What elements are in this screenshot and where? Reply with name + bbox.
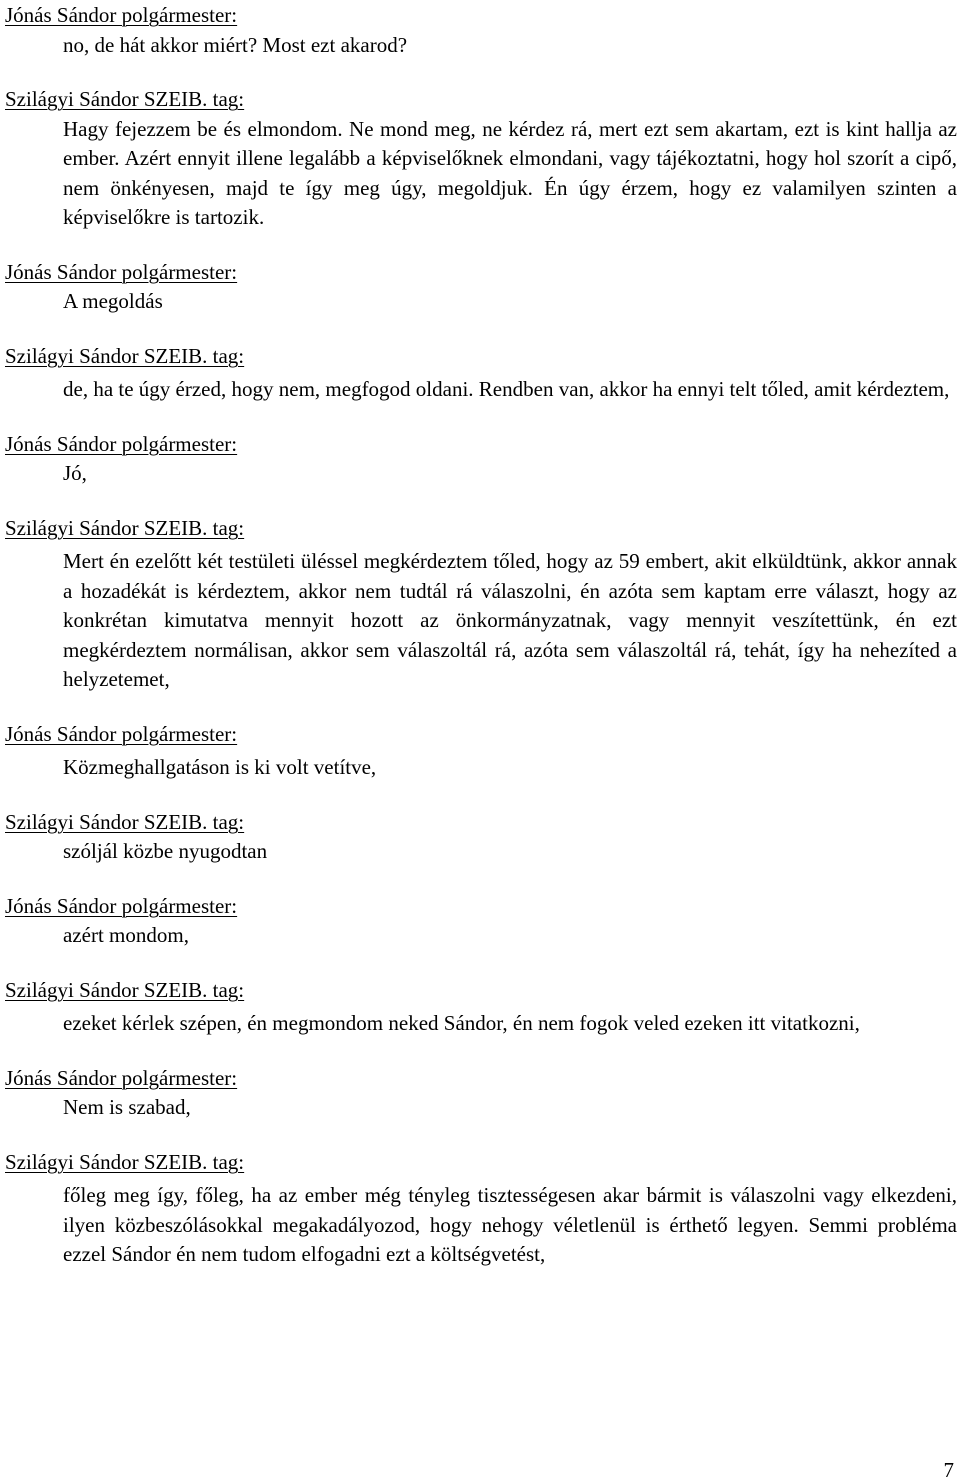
speaker-name: Szilágyi Sándor SZEIB. tag: bbox=[5, 87, 245, 111]
speech-text: Mert én ezelőtt két testületi üléssel megkérdeztem tőled, hogy az 59 embert, akit elküldtünk, akkor annak a hozadékát is kérdeztem, akkor nem tudtál rá válaszolni, én azóta sem kaptam erre választ, hogy az konkrétan kimutatva mennyit hozott az önkormányzatnak, vagy mennyit veszítettünk, én ezt megkérdeztem normálisan, akkor sem válaszoltál rá, azóta sem válaszoltál rá, tehát, így ha nehezíted a helyzetemet, bbox=[63, 549, 957, 691]
speaker-name: Jónás Sándor polgármester: bbox=[5, 431, 238, 456]
speaker-name: Szilágyi Sándor SZEIB. tag: bbox=[5, 515, 245, 540]
transcript-turn bbox=[5, 514, 957, 695]
speech-text: főleg meg így, főleg, ha az ember még tényleg tisztességesen akar bármit is válaszolni vagy elkezdeni, ilyen közbeszólásokkal megakadályozod, hogy nehogy véletlenül is érthető legyen. Semmi probléma ezzel Sándor én nem tudom elfogadni ezt a költségvetést, bbox=[63, 1183, 957, 1266]
transcript-turn bbox=[5, 1148, 957, 1270]
speaker-name: Szilágyi Sándor SZEIB. tag: bbox=[5, 343, 245, 368]
speaker-name: Szilágyi Sándor SZEIB. tag: bbox=[5, 977, 245, 1002]
speech-text: szóljál közbe nyugodtan bbox=[63, 839, 268, 863]
speech-text: azért mondom, bbox=[63, 923, 189, 947]
speaker-name: Jónás Sándor polgármester: bbox=[5, 721, 238, 746]
speaker-name: Szilágyi Sándor SZEIB. tag: bbox=[5, 1149, 245, 1174]
transcript-turn bbox=[5, 1064, 957, 1123]
speech-text: Közmeghallgatáson is ki volt vetítve, bbox=[63, 755, 377, 779]
speech-text: A megoldás bbox=[63, 289, 163, 313]
speech-text: ezeket kérlek szépen, én megmondom neked Sándor, én nem fogok veled ezeken itt vitatkozni, bbox=[63, 1011, 860, 1035]
transcript-turn bbox=[5, 976, 957, 1039]
transcript-turn bbox=[5, 1, 957, 60]
speech-text: no, de hát akkor miért? Most ezt akarod? bbox=[63, 32, 408, 57]
speech-text: Nem is szabad, bbox=[63, 1095, 191, 1119]
transcript-turn bbox=[5, 342, 957, 405]
speech-text: Jó, bbox=[63, 461, 87, 485]
transcript bbox=[5, 1, 957, 1295]
transcript-turn bbox=[5, 430, 957, 489]
speaker-name: Jónás Sándor polgármester: bbox=[5, 3, 238, 27]
speaker-name: Jónás Sándor polgármester: bbox=[5, 1065, 238, 1090]
speaker-name: Szilágyi Sándor SZEIB. tag: bbox=[5, 809, 245, 834]
transcript-turn bbox=[5, 720, 957, 783]
transcript-turn bbox=[5, 258, 957, 317]
transcript-turn bbox=[5, 808, 957, 867]
speech-text: de, ha te úgy érzed, hogy nem, megfogod oldani. Rendben van, akkor ha ennyi telt tőled, amit kérdeztem, bbox=[63, 377, 950, 401]
page-number: 7 bbox=[943, 1458, 954, 1482]
speaker-name: Jónás Sándor polgármester: bbox=[5, 893, 238, 918]
transcript-turn bbox=[5, 892, 957, 951]
transcript-turn bbox=[5, 85, 957, 233]
speech-text: Hagy fejezzem be és elmondom. Ne mond meg, ne kérdez rá, mert ezt sem akartam, ezt is kint hallja az ember. Azért ennyit illene legalább a képviselőknek elmondani, vagy tájékoztatni, hogy hol szorít a cipő, nem önkényesen, majd te így meg úgy, megoldjuk. Én úgy érzem, hogy ez valamilyen szinten a képviselőkre is tartozik. bbox=[63, 116, 957, 229]
speaker-name: Jónás Sándor polgármester: bbox=[5, 259, 238, 284]
